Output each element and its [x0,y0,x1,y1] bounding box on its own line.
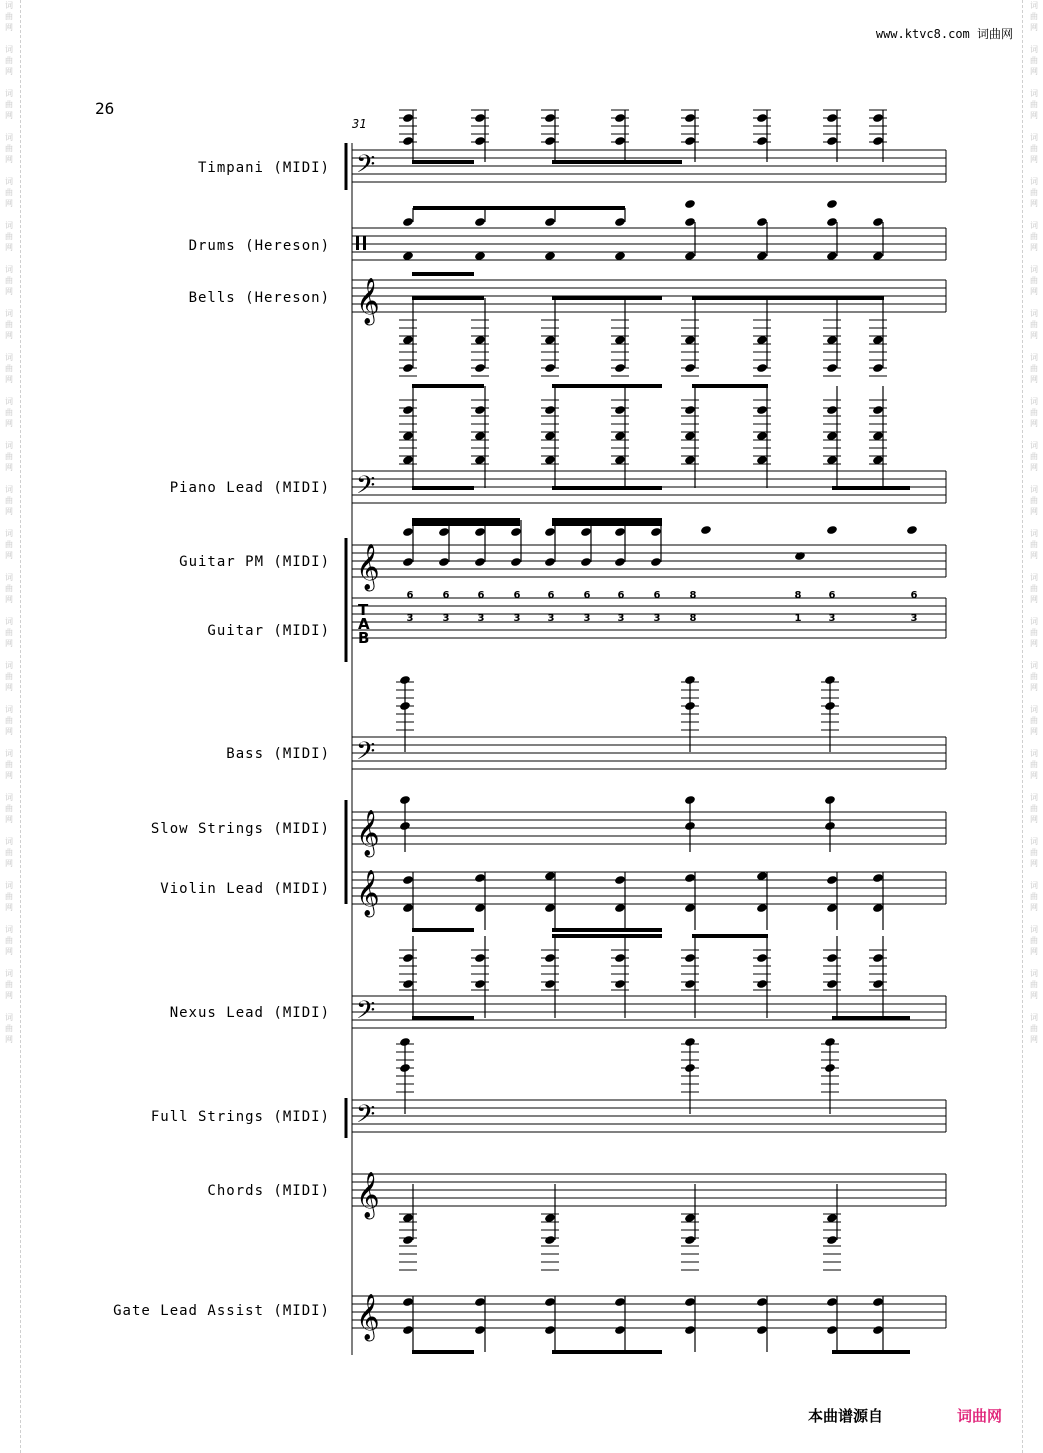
tab-fret-number: 3 [513,613,521,624]
note-head [402,953,414,963]
tab-fret-number: 6 [513,590,521,601]
tab-fret-number: 3 [583,613,591,624]
note-head [474,979,486,989]
note-head [614,113,626,123]
instrument-label-full-strings: Full Strings (MIDI) [150,1109,330,1125]
note-head [544,1325,556,1335]
note-head [402,1297,414,1307]
instrument-label-guitar-pm: Guitar PM (MIDI) [179,554,330,570]
note-head [474,217,486,227]
instrument-label-violin-lead: Violin Lead (MIDI) [160,881,330,897]
note-head [402,363,414,373]
note-head [402,136,414,146]
note-head [826,875,838,885]
tab-fret-number: 6 [653,590,661,601]
note-head [684,953,696,963]
note-head [544,217,556,227]
note-head [402,527,414,537]
tab-fret-number: 6 [547,590,555,601]
note-head [872,217,884,227]
side-watermark-left: 词 曲 网 词 曲 网 词 曲 网 词 曲 网 词 曲 网 词 曲 网 词 曲 网 词 曲 网 词 曲 网 词 曲 网 词 曲 网 词 曲 网 词 曲 网 词 曲 网 词 曲 网 词 曲 网 词 曲 网 词 曲 网 词 曲 网 词 曲 网 词 曲 网 词 曲 网 词 曲 网 词 曲 网 [5,1,13,1044]
note-head [756,217,768,227]
side-watermark-right: 词 曲 网 词 曲 网 词 曲 网 词 曲 网 词 曲 网 词 曲 网 词 曲 网 词 曲 网 词 曲 网 词 曲 网 词 曲 网 词 曲 网 词 曲 网 词 曲 网 词 曲 网 词 曲 网 词 曲 网 词 曲 网 词 曲 网 词 曲 网 词 曲 网 词 曲 网 词 曲 网 词 曲 网 [1030,1,1038,1044]
treble-clef-icon: 𝄞 [356,1294,380,1340]
note-head [614,1325,626,1335]
note-head [614,363,626,373]
note-head [872,363,884,373]
tab-fret-number: 6 [442,590,450,601]
note-head [438,527,450,537]
footer-source-text: 本曲谱源自 [808,1407,884,1425]
note-head [510,557,522,567]
note-head [756,1325,768,1335]
note-head [402,1235,414,1245]
note-head [650,527,662,537]
note-head [510,527,522,537]
note-head [826,199,838,209]
page-number: 26 [95,99,115,118]
tab-fret-number: 3 [828,613,836,624]
tab-clef-letter: B [358,629,370,647]
note-head [402,875,414,885]
note-head [402,113,414,123]
treble-clef-icon: 𝄞 [356,810,380,856]
note-head [544,557,556,567]
tab-fret-number: 3 [406,613,414,624]
note-head [872,405,884,415]
tab-fret-number: 6 [910,590,918,601]
note-head [826,525,838,535]
tab-fret-number: 6 [583,590,591,601]
tab-fret-number: 1 [794,613,802,624]
tab-fret-number: 6 [617,590,625,601]
note-head [474,363,486,373]
percussion-clef-icon [356,236,359,250]
instrument-label-chords: Chords (MIDI) [207,1183,330,1199]
note-head [402,405,414,415]
note-head [794,551,806,561]
note-head [684,113,696,123]
note-head [756,363,768,373]
note-head [474,405,486,415]
note-head [826,363,838,373]
instrument-label-guitar: Guitar (MIDI) [207,623,330,639]
note-head [684,199,696,209]
note-head [872,113,884,123]
note-head [872,1297,884,1307]
note-head [614,953,626,963]
instrument-label-gate-lead-assist: Gate Lead Assist (MIDI) [113,1303,330,1319]
note-head [438,557,450,567]
tab-fret-number: 3 [617,613,625,624]
percussion-clef-icon [363,236,366,250]
note-head [474,136,486,146]
tab-fret-number: 3 [653,613,661,624]
note-head [872,136,884,146]
note-head [474,1325,486,1335]
note-head [402,1325,414,1335]
tab-fret-number: 6 [477,590,485,601]
note-head [544,979,556,989]
tab-fret-number: 3 [442,613,450,624]
instrument-label-bells: Bells (Hereson) [188,290,330,306]
note-head [580,527,592,537]
tab-fret-number: 8 [689,613,697,624]
note-head [684,136,696,146]
site-url[interactable]: www.ktvc8.com 词曲网 [875,27,1013,41]
note-head [544,953,556,963]
note-head [614,217,626,227]
instrument-label-timpani: Timpani (MIDI) [197,160,330,176]
note-head [872,873,884,883]
note-head [544,136,556,146]
note-head [826,217,838,227]
note-head [474,557,486,567]
note-head [756,113,768,123]
instrument-label-bass: Bass (MIDI) [226,746,330,762]
note-head [756,953,768,963]
bass-clef-icon: 𝄢 [356,737,376,772]
note-head [872,1325,884,1335]
note-head [580,557,592,567]
note-head [756,1297,768,1307]
bass-clef-icon: 𝄢 [356,150,376,185]
note-head [474,1297,486,1307]
note-head [474,873,486,883]
note-head [614,979,626,989]
note-head [474,527,486,537]
note-head [872,953,884,963]
note-head [684,979,696,989]
note-head [614,557,626,567]
note-head [872,979,884,989]
note-head [826,979,838,989]
instrument-label-nexus-lead: Nexus Lead (MIDI) [169,1005,330,1021]
note-head [826,953,838,963]
bass-clef-icon: 𝄢 [356,1100,376,1135]
note-head [826,1297,838,1307]
bass-clef-icon: 𝄢 [356,471,376,506]
note-head [544,1235,556,1245]
tab-fret-number: 8 [794,590,802,601]
note-head [544,113,556,123]
tab-clef-letter: T [358,601,369,619]
treble-clef-icon: 𝄞 [356,1172,380,1218]
note-head [906,525,918,535]
tab-clef-letter: A [358,615,370,633]
tab-fret-number: 3 [477,613,485,624]
note-head [402,979,414,989]
note-head [826,136,838,146]
footer-site-logo[interactable]: 词曲网 [957,1407,1003,1425]
note-head [826,113,838,123]
note-head [402,217,414,227]
note-head [614,875,626,885]
note-head [684,1297,696,1307]
note-head [614,527,626,537]
note-head [684,363,696,373]
tab-fret-number: 6 [828,590,836,601]
tab-fret-number: 8 [689,590,697,601]
note-head [756,136,768,146]
note-head [614,405,626,415]
note-head [650,557,662,567]
note-head [756,979,768,989]
note-head [474,113,486,123]
note-head [614,1297,626,1307]
treble-clef-icon: 𝄞 [356,278,380,324]
note-head [544,527,556,537]
note-head [544,363,556,373]
note-head [544,1297,556,1307]
note-head [756,405,768,415]
bass-clef-icon: 𝄢 [356,996,376,1031]
instrument-label-slow-strings: Slow Strings (MIDI) [150,821,330,837]
note-head [684,873,696,883]
note-head [684,405,696,415]
note-head [684,1235,696,1245]
measure-number: 31 [352,117,367,131]
note-head [826,1325,838,1335]
instrument-label-drums: Drums (Hereson) [188,238,330,254]
tab-fret-number: 3 [910,613,918,624]
note-head [402,557,414,567]
treble-clef-icon: 𝄞 [356,870,380,916]
note-head [614,136,626,146]
tab-fret-number: 3 [547,613,555,624]
tab-fret-number: 6 [406,590,414,601]
note-head [474,953,486,963]
note-head [826,1235,838,1245]
note-head [684,1325,696,1335]
treble-clef-icon: 𝄞 [356,544,380,590]
note-head [826,405,838,415]
note-head [544,405,556,415]
instrument-label-piano-lead: Piano Lead (MIDI) [169,480,330,496]
note-head [684,217,696,227]
note-head [700,525,712,535]
